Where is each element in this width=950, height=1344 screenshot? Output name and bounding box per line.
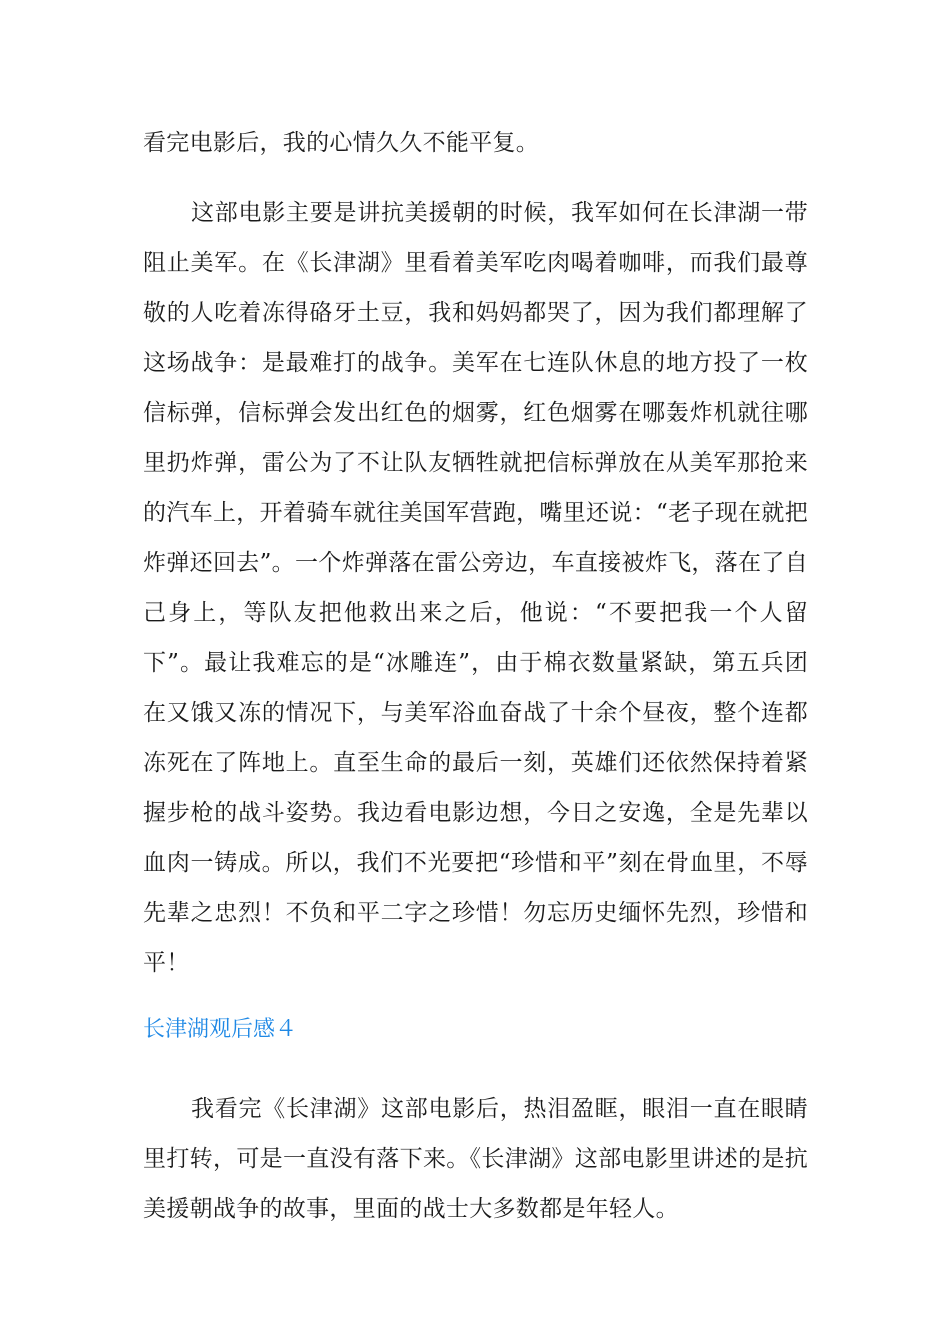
paragraph-2: 这部电影主要是讲抗美援朝的时候，我军如何在长津湖一带阻止美军。在《长津湖》里看着美军吃肉喝着咖啡，而我们最尊敬的人吃着冻得硌牙土豆，我和妈妈都哭了，因为我们都理解了这场战争：是最难打的战争。美军在七连队休息的地方投了一枚信标弹，信标弹会发出红色的烟雾，红色烟雾在哪轰炸机就往哪里扔炸弹，雷公为了不让队友牺牲就把信标弹放在从美军那抢来的汽车上，开着骑车就往美国军营跑，嘴里还说：“老子现在就把炸弹还回去”。一个炸弹落在雷公旁边，车直接被炸飞，落在了自己身上，等队友把他救出来之后，他说：“不要把我一个人留下”。最让我难忘的是“冰雕连”，由于棉衣数量紧缺，第五兵团在又饿又冻的情况下，与美军浴血奋战了十余个昼夜，整个连都冻死在了阵地上。直至生命的最后一刻，英雄们还依然保持着紧握步枪的战斗姿势。我边看电影边想，今日之安逸，全是先辈以血肉一铸成。所以，我们不光要把“珍惜和平”刻在骨血里，不辱先辈之忠烈！不负和平二字之珍惜！勿忘历史缅怀先烈，珍惜和平！ — [143, 200, 808, 976]
section-heading: 长津湖观后感４ — [143, 1017, 298, 1042]
document-page — [143, 118, 808, 1234]
paragraph-3: 我看完《长津湖》这部电影后，热泪盈眶，眼泪一直在眼睛里打转，可是一直没有落下来。《长津湖》这部电影里讲述的是抗美援朝战争的故事，里面的战士大多数都是年轻人。 — [143, 1096, 808, 1222]
paragraph-1: 看完电影后，我的心情久久不能平复。 — [143, 130, 540, 156]
